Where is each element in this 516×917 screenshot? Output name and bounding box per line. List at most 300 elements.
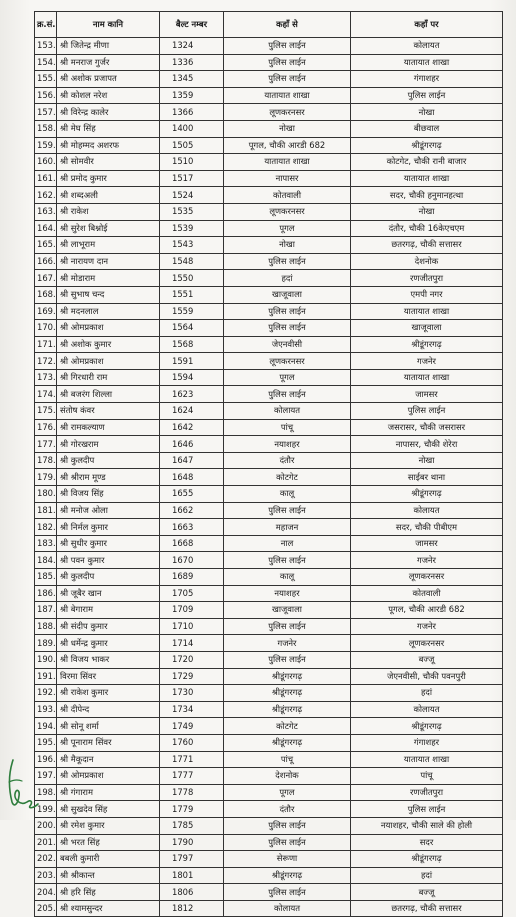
table-row <box>35 635 503 652</box>
belt-number-cell: 1663 <box>160 519 224 536</box>
table-row <box>35 253 503 270</box>
from-cell: पुलिस लाईन <box>224 253 351 270</box>
belt-number-cell: 1720 <box>160 651 224 668</box>
table-row <box>35 237 503 254</box>
from-cell: लूणकरनसर <box>224 104 351 121</box>
belt-number-cell: 1812 <box>160 900 224 917</box>
serial-cell: 156. <box>35 87 57 104</box>
to-cell: कोटगेट, चौकी रानी बाजार <box>351 154 503 171</box>
from-cell: दंतौर <box>224 801 351 818</box>
table-row <box>35 104 503 121</box>
serial-cell: 161. <box>35 170 57 187</box>
table-row <box>35 120 503 137</box>
to-cell: रणजीतपुरा <box>351 270 503 287</box>
serial-cell: 157. <box>35 104 57 121</box>
name-cell: श्री मोडाराम <box>57 270 160 287</box>
to-cell: पुलिस लाईन <box>351 403 503 420</box>
from-cell: कोटगेट <box>224 469 351 486</box>
serial-cell: 160. <box>35 154 57 171</box>
belt-number-cell: 1517 <box>160 170 224 187</box>
serial-cell: 203. <box>35 867 57 884</box>
name-cell: संतोष कंवर <box>57 403 160 420</box>
serial-cell: 193. <box>35 701 57 718</box>
table-row <box>35 286 503 303</box>
belt-number-cell: 1714 <box>160 635 224 652</box>
table-header-row <box>35 12 503 38</box>
from-cell: यातायात शाखा <box>224 154 351 171</box>
to-cell: हदां <box>351 685 503 702</box>
name-cell: श्री पवन कुमार <box>57 552 160 569</box>
serial-cell: 199. <box>35 801 57 818</box>
serial-cell: 164. <box>35 220 57 237</box>
belt-number-cell: 1760 <box>160 734 224 751</box>
to-cell: सदर, चौकी हनुमानहत्था <box>351 187 503 204</box>
table-body <box>35 38 503 917</box>
serial-cell: 204. <box>35 884 57 901</box>
serial-cell: 168. <box>35 286 57 303</box>
name-cell: श्री सोनू शर्मा <box>57 718 160 735</box>
belt-number-cell: 1559 <box>160 303 224 320</box>
table-row <box>35 801 503 818</box>
name-cell: श्री प्रमोद कुमार <box>57 170 160 187</box>
from-cell: पांचू <box>224 419 351 436</box>
name-cell: श्री भरत सिंह <box>57 834 160 851</box>
table-row <box>35 751 503 768</box>
belt-number-cell: 1655 <box>160 486 224 503</box>
from-cell: कोलायत <box>224 403 351 420</box>
from-cell: गजनेर <box>224 635 351 652</box>
from-cell: पुलिस लाईन <box>224 552 351 569</box>
table-row <box>35 519 503 536</box>
to-cell: गंगाशहर <box>351 71 503 88</box>
table-row <box>35 602 503 619</box>
serial-cell: 172. <box>35 353 57 370</box>
to-cell: नोखा <box>351 452 503 469</box>
serial-cell: 194. <box>35 718 57 735</box>
belt-number-cell: 1345 <box>160 71 224 88</box>
from-cell: पुलिस लाईन <box>224 502 351 519</box>
serial-cell: 153. <box>35 38 57 55</box>
name-cell: श्री गोरखराम <box>57 436 160 453</box>
to-cell: बज्जू <box>351 884 503 901</box>
to-cell: जामसर <box>351 386 503 403</box>
belt-number-cell: 1734 <box>160 701 224 718</box>
table-row <box>35 502 503 519</box>
belt-number-cell: 1624 <box>160 403 224 420</box>
serial-cell: 167. <box>35 270 57 287</box>
to-cell: रणजीतपुरा <box>351 784 503 801</box>
name-cell: श्री सुरेश बिश्नोई <box>57 220 160 237</box>
from-cell: महाजन <box>224 519 351 536</box>
header-to: कहाँ पर <box>351 12 503 38</box>
belt-number-cell: 1647 <box>160 452 224 469</box>
table-row <box>35 734 503 751</box>
header-belt-number: बैल्ट नम्बर <box>160 12 224 38</box>
to-cell: नयाशहर, चौकी साले की होली <box>351 817 503 834</box>
serial-cell: 165. <box>35 237 57 254</box>
name-cell: श्री मेघ सिंह <box>57 120 160 137</box>
table-row <box>35 900 503 917</box>
from-cell: श्रीडूंगरगढ़ <box>224 668 351 685</box>
name-cell: श्री सुभाष चन्द <box>57 286 160 303</box>
table-row <box>35 353 503 370</box>
name-cell: श्री श्रीराम मूण्ड <box>57 469 160 486</box>
from-cell: पुलिस लाईन <box>224 386 351 403</box>
from-cell: लूणकरनसर <box>224 203 351 220</box>
from-cell: नापासर <box>224 170 351 187</box>
name-cell: श्री मैकूदान <box>57 751 160 768</box>
from-cell: लूणकरनसर <box>224 353 351 370</box>
from-cell: कोटगेट <box>224 718 351 735</box>
serial-cell: 174. <box>35 386 57 403</box>
table-row <box>35 718 503 735</box>
belt-number-cell: 1564 <box>160 320 224 337</box>
table-row <box>35 170 503 187</box>
name-cell: श्री संदीप कुमार <box>57 618 160 635</box>
serial-cell: 163. <box>35 203 57 220</box>
table-row <box>35 867 503 884</box>
belt-number-cell: 1785 <box>160 817 224 834</box>
belt-number-cell: 1705 <box>160 585 224 602</box>
from-cell: नयाशहर <box>224 585 351 602</box>
table-row <box>35 585 503 602</box>
to-cell: यातायात शाखा <box>351 54 503 71</box>
to-cell: पुलिस लाईन <box>351 801 503 818</box>
name-cell: श्री पूनाराम सिंवर <box>57 734 160 751</box>
from-cell: पुलिस लाईन <box>224 651 351 668</box>
from-cell: नोखा <box>224 237 351 254</box>
to-cell: कोलायत <box>351 502 503 519</box>
from-cell: यातायात शाखा <box>224 87 351 104</box>
belt-number-cell: 1730 <box>160 685 224 702</box>
from-cell: पुलिस लाईन <box>224 54 351 71</box>
header-name: नाम कानि <box>57 12 160 38</box>
table-row <box>35 154 503 171</box>
serial-cell: 200. <box>35 817 57 834</box>
serial-cell: 178. <box>35 452 57 469</box>
from-cell: श्रीडूंगरगढ़ <box>224 685 351 702</box>
serial-cell: 170. <box>35 320 57 337</box>
table-row <box>35 552 503 569</box>
from-cell: पुलिस लाईन <box>224 884 351 901</box>
header-from: कहाँ से <box>224 12 351 38</box>
belt-number-cell: 1689 <box>160 569 224 586</box>
belt-number-cell: 1709 <box>160 602 224 619</box>
from-cell: पुलिस लाईन <box>224 71 351 88</box>
belt-number-cell: 1790 <box>160 834 224 851</box>
serial-cell: 184. <box>35 552 57 569</box>
table-row <box>35 469 503 486</box>
belt-number-cell: 1568 <box>160 336 224 353</box>
belt-number-cell: 1668 <box>160 535 224 552</box>
name-cell: श्री लाभूराम <box>57 237 160 254</box>
from-cell: पूगल <box>224 220 351 237</box>
to-cell: एमपी नगर <box>351 286 503 303</box>
table-row <box>35 71 503 88</box>
to-cell: गजनेर <box>351 353 503 370</box>
name-cell: श्री नारायण दान <box>57 253 160 270</box>
serial-cell: 196. <box>35 751 57 768</box>
belt-number-cell: 1778 <box>160 784 224 801</box>
from-cell: कालू <box>224 486 351 503</box>
belt-number-cell: 1648 <box>160 469 224 486</box>
name-cell: श्री रमेश कुमार <box>57 817 160 834</box>
table-row <box>35 436 503 453</box>
from-cell: पूगल <box>224 369 351 386</box>
belt-number-cell: 1594 <box>160 369 224 386</box>
name-cell: श्री श्यामसुन्दर <box>57 900 160 917</box>
name-cell: श्री राकेश कुमार <box>57 685 160 702</box>
to-cell: सदर <box>351 834 503 851</box>
serial-cell: 185. <box>35 569 57 586</box>
from-cell: कोतवाली <box>224 187 351 204</box>
name-cell: श्री सुखदेव सिंह <box>57 801 160 818</box>
name-cell: श्री हरि सिंह <box>57 884 160 901</box>
from-cell: कालू <box>224 569 351 586</box>
name-cell: श्री अशोक प्रजापत <box>57 71 160 88</box>
from-cell: पांचू <box>224 751 351 768</box>
to-cell: यातायात शाखा <box>351 369 503 386</box>
serial-cell: 179. <box>35 469 57 486</box>
serial-cell: 177. <box>35 436 57 453</box>
belt-number-cell: 1646 <box>160 436 224 453</box>
serial-cell: 176. <box>35 419 57 436</box>
name-cell: श्री राकेश <box>57 203 160 220</box>
table-row <box>35 137 503 154</box>
name-cell: श्री धर्मेन्द्र कुमार <box>57 635 160 652</box>
to-cell: छतरगढ़, चौकी सत्तासर <box>351 237 503 254</box>
from-cell: पूगल <box>224 784 351 801</box>
belt-number-cell: 1539 <box>160 220 224 237</box>
belt-number-cell: 1591 <box>160 353 224 370</box>
name-cell: श्री विरेन्द्र कालेर <box>57 104 160 121</box>
belt-number-cell: 1359 <box>160 87 224 104</box>
to-cell: बज्जू <box>351 651 503 668</box>
name-cell: श्री विजय भाकर <box>57 651 160 668</box>
to-cell: साईबर थाना <box>351 469 503 486</box>
serial-cell: 162. <box>35 187 57 204</box>
signature-mark <box>3 752 43 812</box>
table-row <box>35 701 503 718</box>
name-cell: श्री गिरधारी राम <box>57 369 160 386</box>
belt-number-cell: 1510 <box>160 154 224 171</box>
to-cell: श्रीडूंगरगढ़ <box>351 718 503 735</box>
table-row <box>35 87 503 104</box>
from-cell: पुलिस लाईन <box>224 38 351 55</box>
to-cell: कोलायत <box>351 38 503 55</box>
name-cell: श्री मनोज ओला <box>57 502 160 519</box>
to-cell: श्रीडूंगरगढ़ <box>351 486 503 503</box>
name-cell: श्री जूबैर खान <box>57 585 160 602</box>
header-serial: क्र.सं. <box>35 12 57 38</box>
table-row <box>35 203 503 220</box>
serial-cell: 202. <box>35 851 57 868</box>
serial-cell: 186. <box>35 585 57 602</box>
serial-cell: 181. <box>35 502 57 519</box>
serial-cell: 188. <box>35 618 57 635</box>
table-row <box>35 303 503 320</box>
serial-cell: 190. <box>35 651 57 668</box>
to-cell: नोखा <box>351 203 503 220</box>
from-cell: श्रीडूंगरगढ़ <box>224 734 351 751</box>
from-cell: पूगल, चौकी आरडी 682 <box>224 137 351 154</box>
serial-cell: 195. <box>35 734 57 751</box>
from-cell: नोखा <box>224 120 351 137</box>
belt-number-cell: 1543 <box>160 237 224 254</box>
table-row <box>35 768 503 785</box>
from-cell: पुलिस लाईन <box>224 303 351 320</box>
serial-cell: 154. <box>35 54 57 71</box>
table-row <box>35 569 503 586</box>
to-cell: पुलिस लाईन <box>351 87 503 104</box>
serial-cell: 201. <box>35 834 57 851</box>
name-cell: श्री दीपेन्द <box>57 701 160 718</box>
name-cell: बबली कुमारी <box>57 851 160 868</box>
to-cell: हदां <box>351 867 503 884</box>
belt-number-cell: 1535 <box>160 203 224 220</box>
to-cell: देशनोक <box>351 253 503 270</box>
name-cell: श्री जितेन्द्र मीणा <box>57 38 160 55</box>
to-cell: छतरगढ़, चौकी सत्तासर <box>351 900 503 917</box>
table-row <box>35 834 503 851</box>
to-cell: श्रीडूंगरगढ़ <box>351 137 503 154</box>
belt-number-cell: 1550 <box>160 270 224 287</box>
serial-cell: 169. <box>35 303 57 320</box>
to-cell: यातायात शाखा <box>351 751 503 768</box>
serial-cell: 175. <box>35 403 57 420</box>
belt-number-cell: 1336 <box>160 54 224 71</box>
to-cell: गजनेर <box>351 618 503 635</box>
table-row <box>35 403 503 420</box>
belt-number-cell: 1771 <box>160 751 224 768</box>
to-cell: जसरासर, चौकी जसरासर <box>351 419 503 436</box>
serial-cell: 171. <box>35 336 57 353</box>
name-cell: श्री सोमवीर <box>57 154 160 171</box>
from-cell: पुलिस लाईन <box>224 834 351 851</box>
from-cell: हदां <box>224 270 351 287</box>
serial-cell: 198. <box>35 784 57 801</box>
name-cell: श्री कोशल नरेश <box>57 87 160 104</box>
to-cell: दंतौर, चौकी 16केएचएम <box>351 220 503 237</box>
belt-number-cell: 1505 <box>160 137 224 154</box>
to-cell: नोखा <box>351 104 503 121</box>
to-cell: कोतवाली <box>351 585 503 602</box>
name-cell: श्री अशोक कुमार <box>57 336 160 353</box>
to-cell: खाजूवाला <box>351 320 503 337</box>
name-cell: श्री मदनलाल <box>57 303 160 320</box>
name-cell: श्री ओमप्रकाश <box>57 353 160 370</box>
name-cell: श्री ओमप्रकाश <box>57 768 160 785</box>
name-cell: श्री शब्दअली <box>57 187 160 204</box>
from-cell: पुलिस लाईन <box>224 320 351 337</box>
belt-number-cell: 1710 <box>160 618 224 635</box>
belt-number-cell: 1524 <box>160 187 224 204</box>
name-cell: श्री सुधीर कुमार <box>57 535 160 552</box>
serial-cell: 158. <box>35 120 57 137</box>
from-cell: सेरूणा <box>224 851 351 868</box>
to-cell: जेएनवीसी, चौकी पवनपुरी <box>351 668 503 685</box>
table-row <box>35 220 503 237</box>
name-cell: श्री बजरंग शिल्ला <box>57 386 160 403</box>
serial-cell: 192. <box>35 685 57 702</box>
serial-cell: 182. <box>35 519 57 536</box>
transfer-table <box>34 11 503 917</box>
table-row <box>35 187 503 204</box>
table-row <box>35 651 503 668</box>
belt-number-cell: 1662 <box>160 502 224 519</box>
table-row <box>35 419 503 436</box>
belt-number-cell: 1324 <box>160 38 224 55</box>
table-row <box>35 452 503 469</box>
table-row <box>35 784 503 801</box>
to-cell: गंगाशहर <box>351 734 503 751</box>
belt-number-cell: 1670 <box>160 552 224 569</box>
table-row <box>35 668 503 685</box>
serial-cell: 205. <box>35 900 57 917</box>
belt-number-cell: 1551 <box>160 286 224 303</box>
serial-cell: 189. <box>35 635 57 652</box>
belt-number-cell: 1400 <box>160 120 224 137</box>
name-cell: श्री श्रीकान्त <box>57 867 160 884</box>
belt-number-cell: 1366 <box>160 104 224 121</box>
from-cell: नयाशहर <box>224 436 351 453</box>
to-cell: जामसर <box>351 535 503 552</box>
to-cell: श्रीडूंगरगढ़ <box>351 851 503 868</box>
name-cell: श्री मनराज गुर्जर <box>57 54 160 71</box>
belt-number-cell: 1642 <box>160 419 224 436</box>
belt-number-cell: 1749 <box>160 718 224 735</box>
from-cell: पुलिस लाईन <box>224 817 351 834</box>
serial-cell: 187. <box>35 602 57 619</box>
table-row <box>35 38 503 55</box>
serial-cell: 180. <box>35 486 57 503</box>
table-row <box>35 851 503 868</box>
belt-number-cell: 1548 <box>160 253 224 270</box>
name-cell: विरमा सिंवर <box>57 668 160 685</box>
from-cell: जेएनवीसी <box>224 336 351 353</box>
to-cell: गजनेर <box>351 552 503 569</box>
to-cell: पूगल, चौकी आरडी 682 <box>351 602 503 619</box>
table-row <box>35 320 503 337</box>
name-cell: श्री रामकल्याण <box>57 419 160 436</box>
name-cell: श्री निर्मल कुमार <box>57 519 160 536</box>
serial-cell: 191. <box>35 668 57 685</box>
to-cell: लूणकरनसर <box>351 569 503 586</box>
to-cell: बीछवाल <box>351 120 503 137</box>
table-row <box>35 386 503 403</box>
serial-cell: 197. <box>35 768 57 785</box>
table-row <box>35 535 503 552</box>
from-cell: श्रीडूंगरगढ़ <box>224 701 351 718</box>
table-row <box>35 685 503 702</box>
name-cell: श्री बेगाराम <box>57 602 160 619</box>
table-row <box>35 369 503 386</box>
name-cell: श्री कुलदीप <box>57 569 160 586</box>
table-row <box>35 618 503 635</box>
serial-cell: 183. <box>35 535 57 552</box>
to-cell: नापासर, चौकी शेरेरा <box>351 436 503 453</box>
from-cell: देशनोक <box>224 768 351 785</box>
to-cell: लूणकरनसर <box>351 635 503 652</box>
table-row <box>35 884 503 901</box>
table-row <box>35 486 503 503</box>
from-cell: नाल <box>224 535 351 552</box>
belt-number-cell: 1777 <box>160 768 224 785</box>
to-cell: श्रीडूंगरगढ़ <box>351 336 503 353</box>
to-cell: कोलायत <box>351 701 503 718</box>
name-cell: श्री मोहम्मद अशरफ <box>57 137 160 154</box>
from-cell: दंतौर <box>224 452 351 469</box>
